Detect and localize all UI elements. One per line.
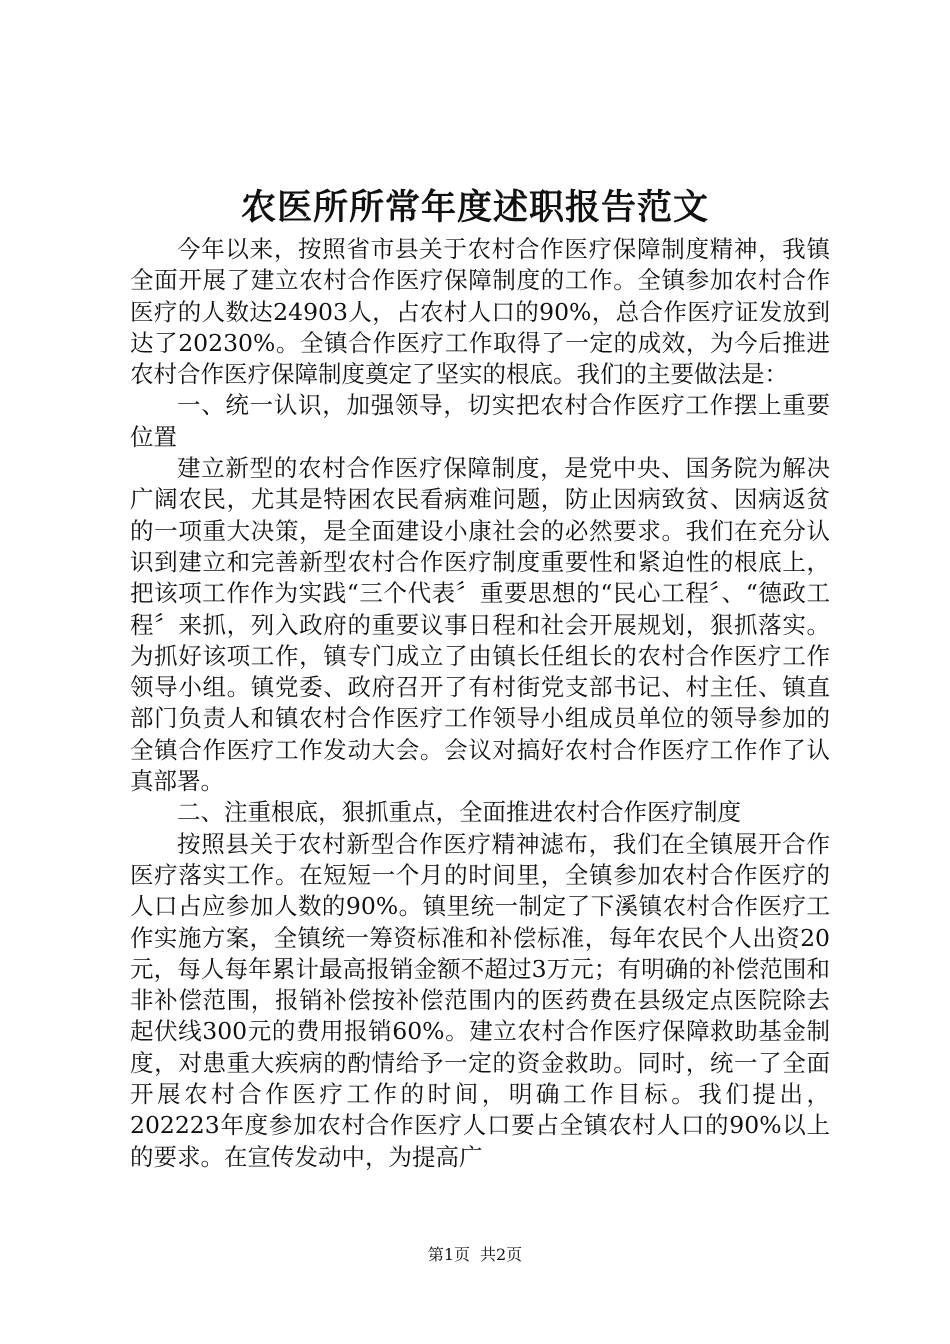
section-heading-1: 一、统一认识，加强领导，切实把农村合作医疗工作摆上重要位置 — [130, 391, 830, 451]
document-title: 农医所所常年度述职报告范文 — [240, 187, 709, 228]
paragraph-section-1: 建立新型的农村合作医疗保障制度，是党中央、国务院为解决广阔农民，尤其是特困农民看病难问题，防止因病致贫、因病返贫的一项重大决策，是全面建设小康社会的必然要求。我们在充分认识到建立和完善新型农村合作医疗制度重要性和紧迫性的根底上，把该项工作作为实践“三个代表〞重要思想的“民心工程〞、“德政工程〞来抓，列入政府的重要议事日程和社会开展规划，狠抓落实。为抓好该项工作，镇专门成立了由镇长任组长的农村合作医疗工作领导小组。镇党委、政府召开了有村街党支部书记、村主任、镇直部门负责人和镇农村合作医疗工作领导小组成员单位的领导参加的全镇合作医疗工作发动大会。会议对搞好农村合作医疗工作作了认真部署。 — [130, 454, 830, 796]
page-footer — [0, 1245, 950, 1265]
page-number: 第1页 — [427, 1245, 470, 1264]
paragraph-intro: 今年以来，按照省市县关于农村合作医疗保障制度精神，我镇全面开展了建立农村合作医疗保障制度的工作。全镇参加农村合作医疗的人数达24903人，占农村人口的90%，总合作医疗证发放到达了20230%。全镇合作医疗工作取得了一定的成效，为今后推进农村合作医疗保障制度奠定了坚实的根底。我们的主要做法是： — [130, 235, 830, 389]
section-heading-2: 二、注重根底，狠抓重点，全面推进农村合作医疗制度 — [177, 798, 741, 827]
page-total: 共2页 — [480, 1245, 523, 1264]
document-body — [130, 234, 830, 1173]
paragraph-section-2: 按照县关于农村新型合作医疗精神滤布，我们在全镇展开合作医疗落实工作。在短短一个月的时间里，全镇参加农村合作医疗的人口占应参加人数的90%。镇里统一制定了下溪镇农村合作医疗工作实施方案，全镇统一筹资标准和补偿标准，每年农民个人出资20元，每人每年累计最高报销金额不超过3万元；有明确的补偿范围和非补偿范围，报销补偿按补偿范围内的医药费在县级定点医院除去起伏线300元的费用报销60%。建立农村合作医疗保障救助基金制度，对患重大疾病的酌情给予一定的资金救助。同时，统一了全面开展农村合作医疗工作的时间，明确工作目标。我们提出，202223年度参加农村合作医疗人口要占全镇农村人口的90%以上的要求。在宣传发动中，为提高广 — [130, 829, 830, 1171]
